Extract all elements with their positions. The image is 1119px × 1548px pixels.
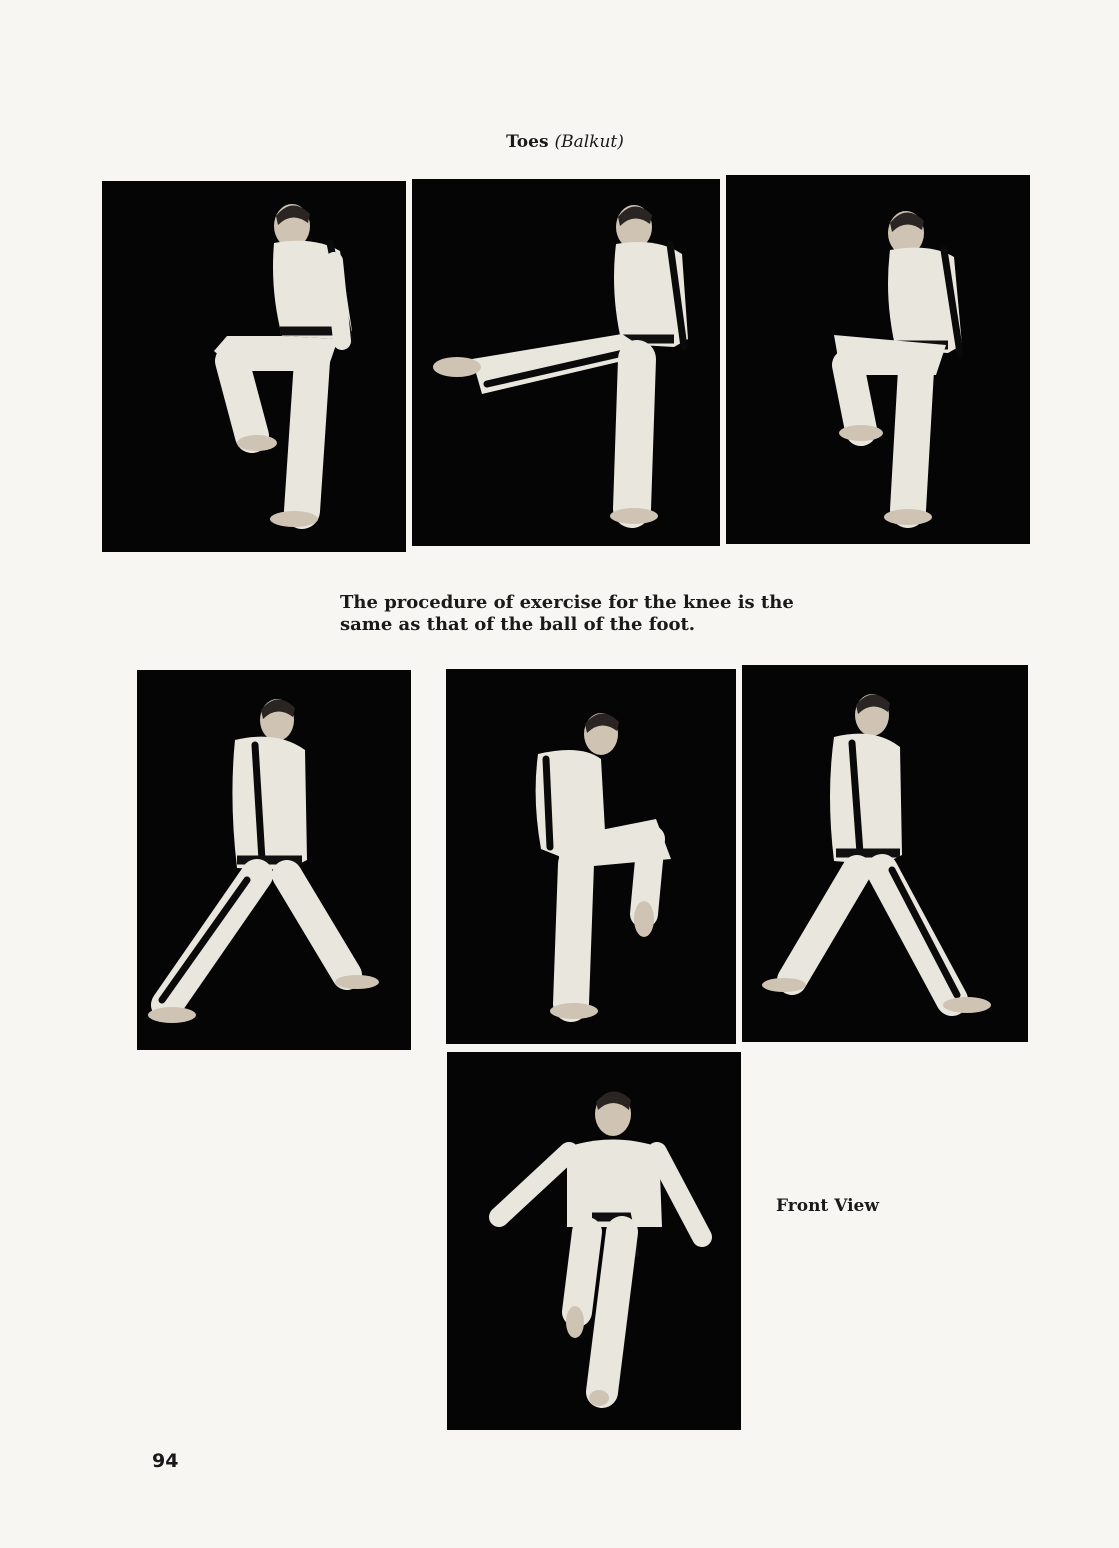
- section-title-native-term: (Balkut): [554, 132, 624, 152]
- photo-front-view: [447, 1052, 741, 1430]
- photo-knee-return: [726, 175, 1030, 544]
- photo-leg-extended: [412, 179, 720, 546]
- photo-knee-high: [446, 669, 736, 1044]
- caption-line-2: same as that of the ball of the foot.: [340, 614, 696, 635]
- figure-knee-high-illustration: [446, 669, 736, 1044]
- section-title: [400, 132, 730, 152]
- figure-stance-return-illustration: [742, 665, 1028, 1042]
- page-number: 94: [152, 1450, 179, 1472]
- exercise-caption: [340, 592, 840, 636]
- photo-stance-forward: [137, 670, 411, 1050]
- figure-knee-return-illustration: [726, 175, 1030, 544]
- figure-leg-extended-illustration: [412, 179, 720, 546]
- figure-stance-forward-illustration: [137, 670, 411, 1050]
- section-title-label: Toes: [506, 132, 549, 152]
- photo-knee-raised: [102, 181, 406, 552]
- figure-front-view-illustration: [447, 1052, 741, 1430]
- photo-stance-return: [742, 665, 1028, 1042]
- front-view-label: Front View: [776, 1196, 879, 1216]
- caption-line-1: The procedure of exercise for the knee is the: [340, 592, 794, 613]
- figure-knee-raised-illustration: [102, 181, 406, 552]
